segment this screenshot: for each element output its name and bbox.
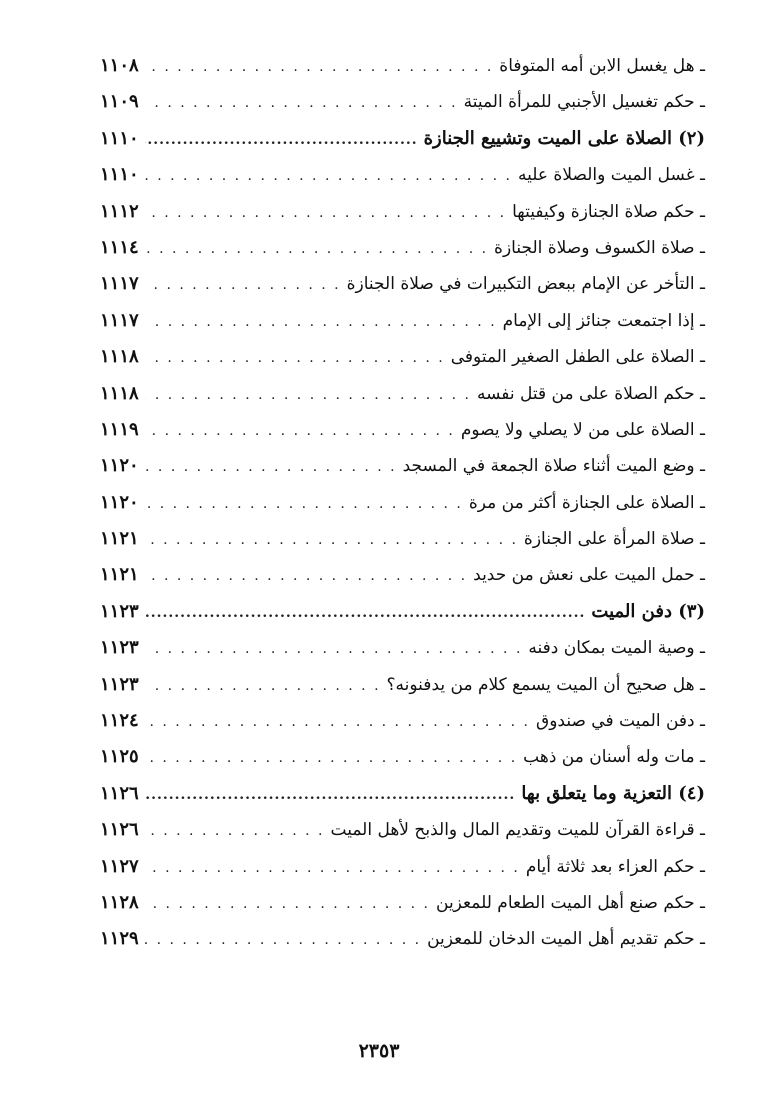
toc-entry — [100, 157, 705, 193]
dot-leader — [145, 195, 506, 231]
toc-entry-title: (٤) التعزية وما يتعلق بها — [521, 782, 705, 804]
toc-entry-title: ـ حكم الصلاة على من قتل نفسه — [476, 383, 705, 404]
toc-entry-page: ١١١٩ — [100, 418, 139, 440]
toc-entry — [100, 412, 705, 448]
toc-entry-page: ١١٢٣ — [100, 600, 139, 622]
dot-leader — [145, 740, 517, 776]
toc-entry-title: ـ التأخر عن الإمام ببعض التكبيرات في صلاة الجنازة — [346, 274, 705, 295]
toc-entry-page: ١١٢٨ — [100, 891, 139, 913]
toc-entry — [100, 630, 705, 666]
toc-entry-page: ١١١٠ — [100, 127, 139, 149]
toc-entry-title: ـ غسل الميت والصلاة عليه — [518, 165, 705, 186]
dot-leader — [145, 595, 586, 631]
toc-entry — [100, 485, 705, 521]
toc-entry — [100, 84, 705, 120]
dot-leader — [145, 49, 494, 85]
toc-entry-title: ـ حكم تغسيل الأجنبي للمرأة الميتة — [463, 92, 705, 113]
dot-leader — [145, 122, 418, 158]
toc-entry — [100, 266, 705, 302]
toc-section-heading — [100, 121, 705, 157]
toc-entry-page: ١١٢٣ — [100, 673, 139, 695]
toc-entry-title: ـ مات وله أسنان من ذهب — [523, 747, 705, 768]
toc-entry-title: ـ صلاة المرأة على الجنازة — [523, 529, 705, 550]
toc-entry-title: ـ حكم تقديم أهل الميت الدخان للمعزين — [427, 929, 705, 950]
dot-leader — [145, 85, 458, 121]
toc-entry-title: ـ الصلاة على الطفل الصغير المتوفى — [450, 347, 705, 368]
toc-entry-page: ١١٢٤ — [100, 710, 139, 732]
toc-entry-title: ـ دفن الميت في صندوق — [536, 711, 705, 732]
toc-entry-title: ـ هل صحيح أن الميت يسمع كلام من يدفنونه؟ — [386, 674, 705, 695]
toc-entry-title: (٢) الصلاة على الميت وتشييع الجنازة — [423, 127, 705, 149]
toc-entry-page: ١١١٤ — [100, 236, 139, 258]
dot-leader — [145, 886, 430, 922]
toc-section-heading — [100, 776, 705, 812]
toc-entry — [100, 448, 705, 484]
page-number: ٢٣٥٣ — [358, 1040, 400, 1062]
toc-entry-page: ١١٢٦ — [100, 782, 139, 804]
toc-entry-page: ١١٢١ — [100, 528, 139, 550]
toc-entry-page: ١١٢١ — [100, 564, 139, 586]
toc-entry-title: ـ إذا اجتمعت جنائز إلى الإمام — [502, 310, 705, 331]
toc-entry-page: ١١١٧ — [100, 309, 139, 331]
toc-entry — [100, 194, 705, 230]
toc-entry — [100, 812, 705, 848]
toc-entry-title: ـ صلاة الكسوف وصلاة الجنازة — [494, 237, 705, 258]
toc-entry — [100, 849, 705, 885]
toc-entry-title: ـ حكم صلاة الجنازة وكيفيتها — [512, 201, 705, 222]
dot-leader — [145, 631, 523, 667]
toc-entry-page: ١١٢٥ — [100, 746, 139, 768]
toc-entry — [100, 339, 705, 375]
dot-leader — [145, 413, 455, 449]
toc-entry-title: (٣) دفن الميت — [591, 600, 705, 622]
toc-entry — [100, 557, 705, 593]
toc-entry-page: ١١٢٩ — [100, 928, 139, 950]
toc-entry-page: ١١٢٣ — [100, 637, 139, 659]
toc-entry — [100, 739, 705, 775]
dot-leader — [145, 231, 488, 267]
dot-leader — [145, 304, 497, 340]
toc-entry-title: ـ قراءة القرآن للميت وتقديم المال والذبح لأهل الميت — [330, 820, 705, 841]
table-of-contents — [100, 48, 705, 958]
toc-entry-title: ـ الصلاة على من لا يصلي ولا يصوم — [460, 419, 705, 440]
toc-entry-page: ١١١٨ — [100, 382, 139, 404]
toc-entry — [100, 521, 705, 557]
toc-section-heading — [100, 594, 705, 630]
toc-entry — [100, 885, 705, 921]
toc-entry — [100, 48, 705, 84]
toc-entry — [100, 303, 705, 339]
dot-leader — [145, 486, 463, 522]
dot-leader — [145, 558, 467, 594]
toc-entry-page: ١١١٧ — [100, 273, 139, 295]
dot-leader — [145, 340, 445, 376]
toc-entry-page: ١١١٠ — [100, 164, 139, 186]
dot-leader — [145, 922, 421, 958]
toc-entry — [100, 667, 705, 703]
toc-entry-title: ـ وصية الميت بمكان دفنه — [528, 638, 705, 659]
dot-leader — [145, 850, 520, 886]
toc-entry-title: ـ حمل الميت على نعش من حديد — [473, 565, 705, 586]
toc-entry-title: ـ وضع الميت أثناء صلاة الجمعة في المسجد — [402, 456, 705, 477]
dot-leader — [145, 449, 397, 485]
toc-entry — [100, 230, 705, 266]
toc-entry-title: ـ حكم العزاء بعد ثلاثة أيام — [525, 856, 705, 877]
toc-entry-title: ـ هل يغسل الابن أمه المتوفاة — [499, 56, 705, 76]
dot-leader — [145, 777, 516, 813]
dot-leader — [145, 377, 471, 413]
toc-entry-page: ١١٢٦ — [100, 819, 139, 841]
toc-entry-page: ١١١٨ — [100, 346, 139, 368]
toc-entry-page: ١١٢٧ — [100, 855, 139, 877]
dot-leader — [145, 704, 530, 740]
dot-leader — [145, 522, 518, 558]
dot-leader — [145, 267, 341, 303]
toc-entry-title: ـ الصلاة على الجنازة أكثر من مرة — [468, 492, 705, 513]
dot-leader — [145, 668, 381, 704]
toc-entry-page: ١١٠٩ — [100, 91, 139, 113]
toc-entry-title: ـ حكم صنع أهل الميت الطعام للمعزين — [436, 892, 705, 913]
toc-entry-page: ١١٢٠ — [100, 455, 139, 477]
dot-leader — [145, 813, 325, 849]
toc-entry — [100, 376, 705, 412]
toc-entry — [100, 921, 705, 957]
toc-entry-page: ١١٠٨ — [100, 55, 139, 76]
dot-leader — [145, 158, 512, 194]
toc-entry-page: ١١٢٠ — [100, 491, 139, 513]
toc-entry-page: ١١١٢ — [100, 200, 139, 222]
toc-entry — [100, 703, 705, 739]
